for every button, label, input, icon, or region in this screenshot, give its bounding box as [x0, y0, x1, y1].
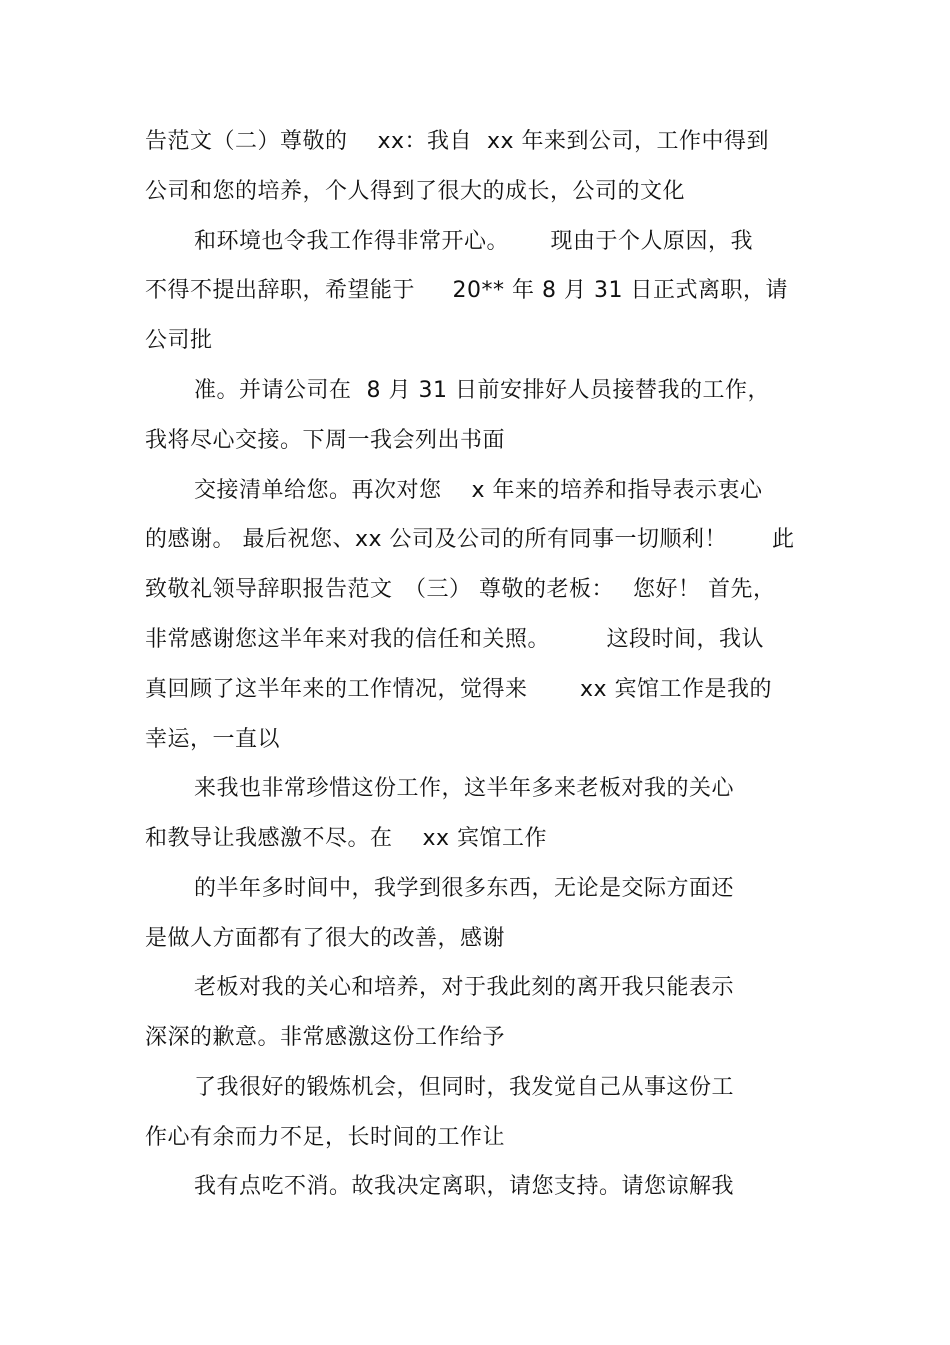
text-line: 的感谢。 最后祝您、xx 公司及公司的所有同事一切顺利！ 此 — [145, 527, 795, 552]
text-line: 准。并请公司在 8 月 31 日前安排好人员接替我的工作， — [194, 378, 770, 403]
text-line: 是做人方面都有了很大的改善，感谢 — [145, 926, 506, 951]
text-line: 致敬礼领导辞职报告范文 （三） 尊敬的老板： 您好！ 首先， — [145, 577, 776, 602]
text-line: 告范文（二）尊敬的 xx：我自 xx 年来到公司，工作中得到 — [145, 129, 770, 154]
text-line: 来我也非常珍惜这份工作，这半年多来老板对我的关心 — [194, 776, 735, 801]
text-line: 老板对我的关心和培养，对于我此刻的离开我只能表示 — [194, 975, 735, 1000]
text-line: 深深的歉意。非常感激这份工作给予 — [145, 1025, 506, 1050]
text-line: 了我很好的锻炼机会，但同时，我发觉自己从事这份工 — [194, 1075, 735, 1100]
text-line: 公司和您的培养，个人得到了很大的成长，公司的文化 — [145, 179, 686, 204]
text-line: 和环境也令我工作得非常开心。 现由于个人原因，我 — [194, 229, 753, 254]
text-line: 幸运，一直以 — [145, 727, 281, 752]
text-line: 的半年多时间中，我学到很多东西，无论是交际方面还 — [194, 876, 735, 901]
text-line: 公司批 — [145, 328, 213, 353]
text-line: 和教导让我感激不尽。在 xx 宾馆工作 — [145, 826, 548, 851]
text-line: 真回顾了这半年来的工作情况，觉得来 xx 宾馆工作是我的 — [145, 677, 773, 702]
text-line: 交接清单给您。再次对您 x 年来的培养和指导表示衷心 — [194, 478, 763, 503]
text-line: 我将尽心交接。下周一我会列出书面 — [145, 428, 506, 453]
text-line: 作心有余而力不足，长时间的工作让 — [145, 1125, 506, 1150]
text-line: 非常感谢您这半年来对我的信任和关照。 这段时间，我认 — [145, 627, 765, 652]
text-line: 我有点吃不消。故我决定离职，请您支持。请您谅解我 — [194, 1174, 735, 1199]
text-line: 不得不提出辞职，希望能于 20** 年 8 月 31 日正式离职，请 — [145, 278, 788, 303]
